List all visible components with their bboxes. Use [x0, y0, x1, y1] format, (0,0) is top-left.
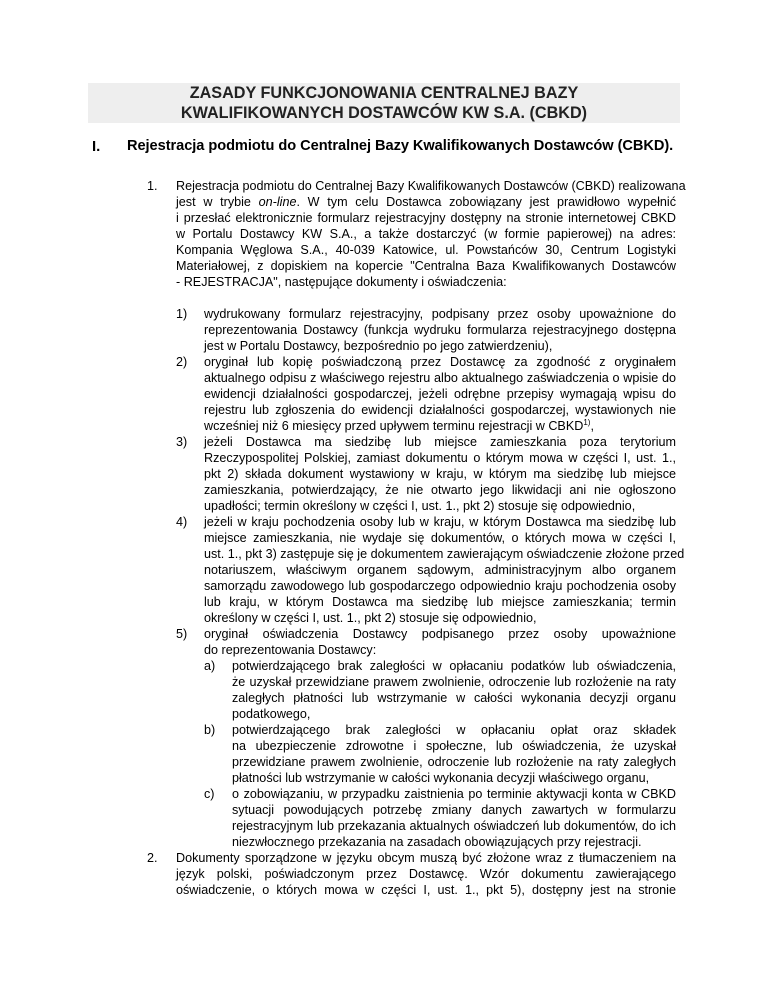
item-number: 2)	[176, 355, 188, 369]
text-line: Kompania Węglowa S.A., 40-039 Katowice, ul. Powstańców 30, Centrum Logistyki	[176, 243, 676, 257]
text-line: jeżeli w kraju pochodzenia osoby lub w kraju, w którym Dostawca ma siedzibę lub	[204, 515, 676, 529]
emphasis-online: on-line	[258, 195, 297, 209]
text-line: podatkowego,	[232, 707, 311, 721]
text-line: o zobowiązaniu, w przypadku zaistnienia po terminie aktywacji konta w CBKD	[232, 787, 676, 801]
paragraph-number: 1.	[147, 179, 158, 193]
text-line: ewidencji działalności gospodarczej, jeżeli odrębne przepisy wymagają wpisu do	[204, 387, 676, 401]
text-line: jest w trybie on-line. W tym celu Dostawca zobowiązany jest prawidłowo wypełnić	[176, 195, 676, 209]
text-line: notariuszem, właściwym organem sądowym, administracyjnym albo organem	[204, 563, 676, 577]
text-line: potwierdzającego brak zaległości w opłacaniu podatków lub oświadczenia,	[232, 659, 676, 673]
text-line: zamieszkania, potwierdzający, że nie otwarto jego likwidacji ani nie ogłoszono	[204, 483, 676, 497]
text-line: wydrukowany formularz rejestracyjny, podpisany przez osoby upoważnione do	[204, 307, 676, 321]
text-line: - REJESTRACJA", następujące dokumenty i oświadczenia:	[176, 275, 507, 289]
document-title	[88, 83, 680, 123]
text-line: oryginał lub kopię poświadczoną przez Dostawcę za zgodność z oryginałem	[204, 355, 676, 369]
text-line: zaległych płatności lub wstrzymanie w całości wykonania decyzji organu	[232, 691, 676, 705]
text-line: Rejestracja podmiotu do Centralnej Bazy Kwalifikowanych Dostawców (CBKD) realizowana	[176, 179, 686, 193]
text-line: potwierdzającego brak zaległości w opłacaniu opłat oraz składek	[232, 723, 676, 737]
text-line: jeżeli Dostawca ma siedzibę lub miejsce zamieszkania poza terytorium	[204, 435, 676, 449]
text-line: niezwłocznego przekazania na zasadach obowiązujących przy rejestracji.	[232, 835, 642, 849]
text-line: pkt 2) składa dokument wystawiony w kraju, w którym ma siedzibę lub miejsce	[204, 467, 676, 481]
text-line: Materiałowej, z dopiskiem na kopercie "Centralna Baza Kwalifikowanych Dostawców	[176, 259, 676, 273]
item-number: 3)	[176, 435, 188, 449]
title-line-1: ZASADY FUNKCJONOWANIA CENTRALNEJ BAZY	[189, 84, 579, 102]
item-number: 4)	[176, 515, 188, 529]
subitem-letter: a)	[204, 659, 216, 673]
text-line: aktualnego odpisu z właściwego rejestru albo aktualnego zaświadczenia o wpisie do	[204, 371, 676, 385]
text-line: na ubezpieczenie zdrowotne i społeczne, lub oświadczenia, że uzyskał	[232, 739, 676, 753]
text-line: określony w części I, ust. 1., pkt 2) stosuje się odpowiednio,	[204, 611, 537, 625]
text-line: że uzyskał przewidziane prawem zwolnienie, odroczenie lub rozłożenie na raty	[232, 675, 676, 689]
text-line: sytuacji powodujących potrzebę zmiany danych zawartych w formularzu	[232, 803, 676, 817]
text-line: rejestru lub zgłoszenia do ewidencji działalności gospodarczej, wystawionych nie	[204, 403, 676, 417]
text-line: język polski, poświadczonym przez Dostawcę. Wzór dokumentu zawierającego	[176, 867, 676, 881]
paragraph-number: 2.	[147, 851, 158, 865]
text-line: przewidziane prawem zwolnienie, odroczenie lub rozłożenie na raty zaległych	[232, 755, 676, 769]
text-line: w Portalu Dostawcy KW S.A., a także dostarczyć (w formie papierowej) na adres:	[176, 227, 676, 241]
text-line: wcześniej niż 6 miesięcy przed upływem terminu rejestracji w CBKD$^{1)}$,	[204, 417, 594, 433]
text-line: jest w Portalu Dostawcy, bezpośrednio po jego zatwierdzeniu),	[204, 339, 553, 353]
footnote-marker: 1)	[583, 417, 591, 427]
title-line-2: KWALIFIKOWANYCH DOSTAWCÓW KW S.A. (CBKD)	[180, 104, 588, 122]
text-line: lub kraju, w którym Dostawca ma siedzibę lub miejsce zamieszkania; termin	[204, 595, 676, 609]
text-line: ust. 1., pkt 3) zastępuje się je dokumentem zawierającym oświadczenie złożone przed	[204, 547, 685, 561]
text-line: do reprezentowania Dostawcy:	[204, 643, 377, 657]
text-line: i przesłać elektronicznie formularz rejestracyjny dostępny na stronie internetowej CBKD	[176, 211, 676, 225]
item-number: 1)	[176, 307, 188, 321]
text-line: Dokumenty sporządzone w języku obcym muszą być złożone wraz z tłumaczeniem na	[176, 851, 676, 865]
item-number: 5)	[176, 627, 188, 641]
text-line: reprezentowania Dostawcy (funkcja wydruku formularza rejestracyjnego dostępna	[204, 323, 676, 337]
text-line: samorządu zawodowego lub gospodarczego odpowiednio kraju pochodzenia osoby	[204, 579, 676, 593]
section-number: I.	[92, 138, 101, 155]
text-line: Rzeczypospolitej Polskiej, zamiast dokumentu o którym mowa w części I, ust. 1.,	[204, 451, 676, 465]
text-line: miejsce zamieszkania, nie wydaje się dokumentów, o których mowa w części I,	[204, 531, 676, 545]
text-line: oryginał oświadczenia Dostawcy podpisanego przez osoby upoważnione	[204, 627, 676, 641]
subitem-letter: b)	[204, 723, 216, 737]
text-line: upadłości; termin określony w części I, ust. 1., pkt 2) stosuje się odpowiednio,	[204, 499, 636, 513]
section-title: Rejestracja podmiotu do Centralnej Bazy Kwalifikowanych Dostawców (CBKD).	[127, 138, 674, 154]
text-line: płatności lub wstrzymanie w całości wykonania decyzji właściwego organu,	[232, 771, 650, 785]
text-line: oświadczenie, o których mowa w części I, ust. 1., pkt 5), dostępny jest na stronie	[176, 883, 676, 897]
text-line: rejestracyjnym lub przekazania aktualnych oświadczeń lub dokumentów, do ich	[232, 819, 676, 833]
subitem-letter: c)	[204, 787, 215, 801]
